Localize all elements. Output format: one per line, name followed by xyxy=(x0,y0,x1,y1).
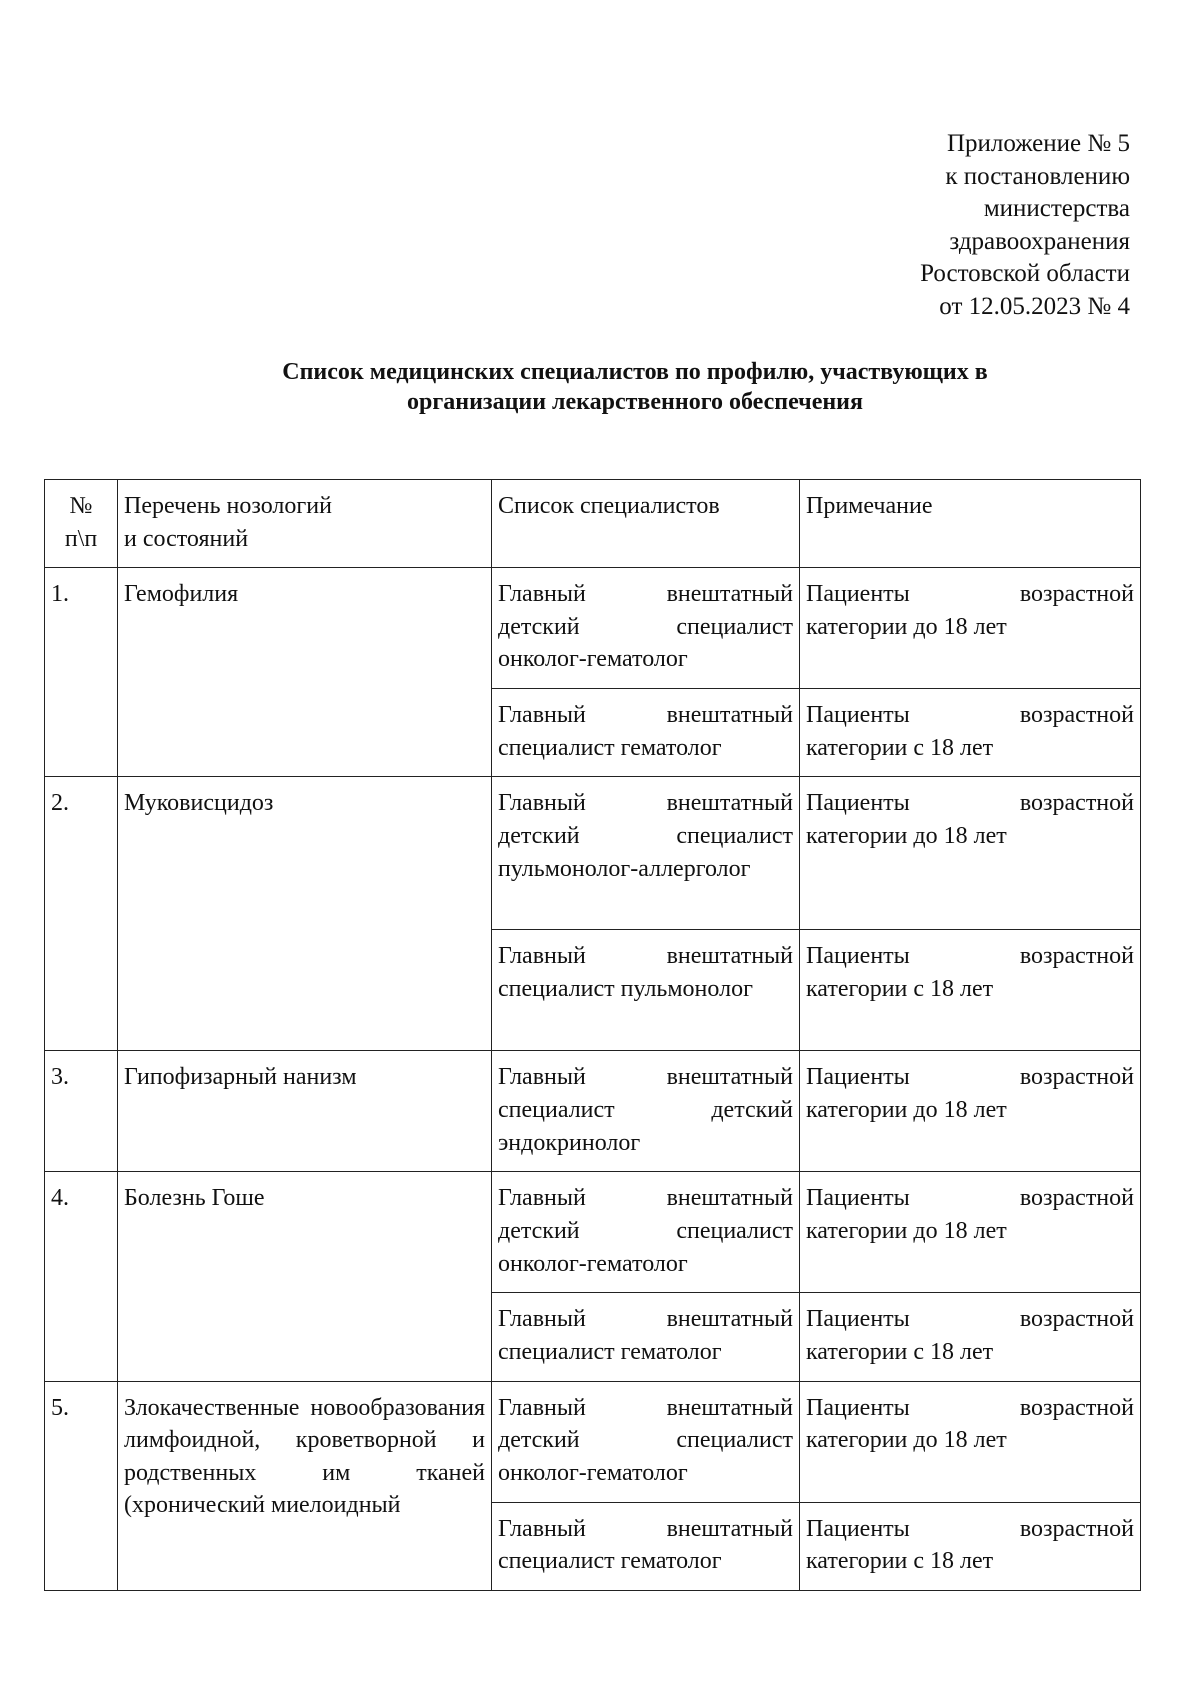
row-note: Пациенты возрастной категории до 18 лет xyxy=(800,777,1141,930)
document-title xyxy=(200,357,1070,417)
row-specialist: Главный внештатный детский специалист пульмонолог-аллерголог xyxy=(492,777,800,930)
row-note: Пациенты возрастной категории с 18 лет xyxy=(800,689,1141,777)
row-specialist: Главный внештатный специалист гематолог xyxy=(492,1293,800,1381)
row-number: 1. xyxy=(45,568,118,777)
row-note: Пациенты возрастной категории до 18 лет xyxy=(800,568,1141,689)
appendix-header xyxy=(710,128,1130,324)
table-row xyxy=(45,568,1141,689)
appendix-line: Ростовской области xyxy=(920,260,1130,288)
header-specialists: Список специалистов xyxy=(492,480,800,568)
table-row xyxy=(45,1172,1141,1293)
row-number: 5. xyxy=(45,1381,118,1590)
appendix-line: Приложение № 5 xyxy=(946,130,1130,157)
row-note: Пациенты возрастной категории с 18 лет xyxy=(800,1293,1141,1381)
appendix-line: министерства xyxy=(983,195,1130,223)
row-nosology: Злокачественные новообразования лимфоидной, кроветворной и родственных им тканей (хронический миелоидный xyxy=(118,1381,492,1590)
document-title-line: организации лекарственного обеспечения xyxy=(407,389,863,415)
table-header-row xyxy=(45,480,1141,568)
row-specialist: Главный внештатный специалист пульмонолог xyxy=(492,930,800,1051)
header-number-line: п\п xyxy=(64,525,98,552)
row-note: Пациенты возрастной категории с 18 лет xyxy=(800,1502,1141,1590)
document-title-line: Список медицинских специалистов по профилю, участвующих в xyxy=(282,359,988,385)
row-note: Пациенты возрастной категории с 18 лет xyxy=(800,930,1141,1051)
header-nosology-line: и состояний xyxy=(124,525,249,552)
row-number: 2. xyxy=(45,777,118,1051)
header-number-line: № xyxy=(69,493,93,519)
row-specialist: Главный внештатный детский специалист онколог-гематолог xyxy=(492,1381,800,1502)
row-note: Пациенты возрастной категории до 18 лет xyxy=(800,1172,1141,1293)
table-row xyxy=(45,1381,1141,1502)
specialists-table xyxy=(44,479,1141,1591)
row-number: 3. xyxy=(45,1051,118,1172)
table-row xyxy=(45,777,1141,930)
row-specialist: Главный внештатный детский специалист онколог-гематолог xyxy=(492,1172,800,1293)
row-note: Пациенты возрастной категории до 18 лет xyxy=(800,1381,1141,1502)
row-nosology: Гипофизарный нанизм xyxy=(118,1051,492,1172)
header-nosology-line: Перечень нозологий xyxy=(124,493,332,519)
row-specialist: Главный внештатный специалист детский эндокринолог xyxy=(492,1051,800,1172)
appendix-line: от 12.05.2023 № 4 xyxy=(939,292,1130,320)
row-specialist: Главный внештатный специалист гематолог xyxy=(492,1502,800,1590)
row-nosology: Муковисцидоз xyxy=(118,777,492,1051)
row-note: Пациенты возрастной категории до 18 лет xyxy=(800,1051,1141,1172)
row-nosology: Гемофилия xyxy=(118,568,492,777)
table-row xyxy=(45,1051,1141,1172)
appendix-line: к постановлению xyxy=(945,162,1130,190)
row-specialist: Главный внештатный специалист гематолог xyxy=(492,689,800,777)
appendix-line: здравоохранения xyxy=(949,227,1130,255)
row-number: 4. xyxy=(45,1172,118,1381)
row-specialist: Главный внештатный детский специалист онколог-гематолог xyxy=(492,568,800,689)
header-number xyxy=(45,480,118,568)
header-nosology xyxy=(118,480,492,568)
row-nosology: Болезнь Гоше xyxy=(118,1172,492,1381)
header-note: Примечание xyxy=(800,480,1141,568)
